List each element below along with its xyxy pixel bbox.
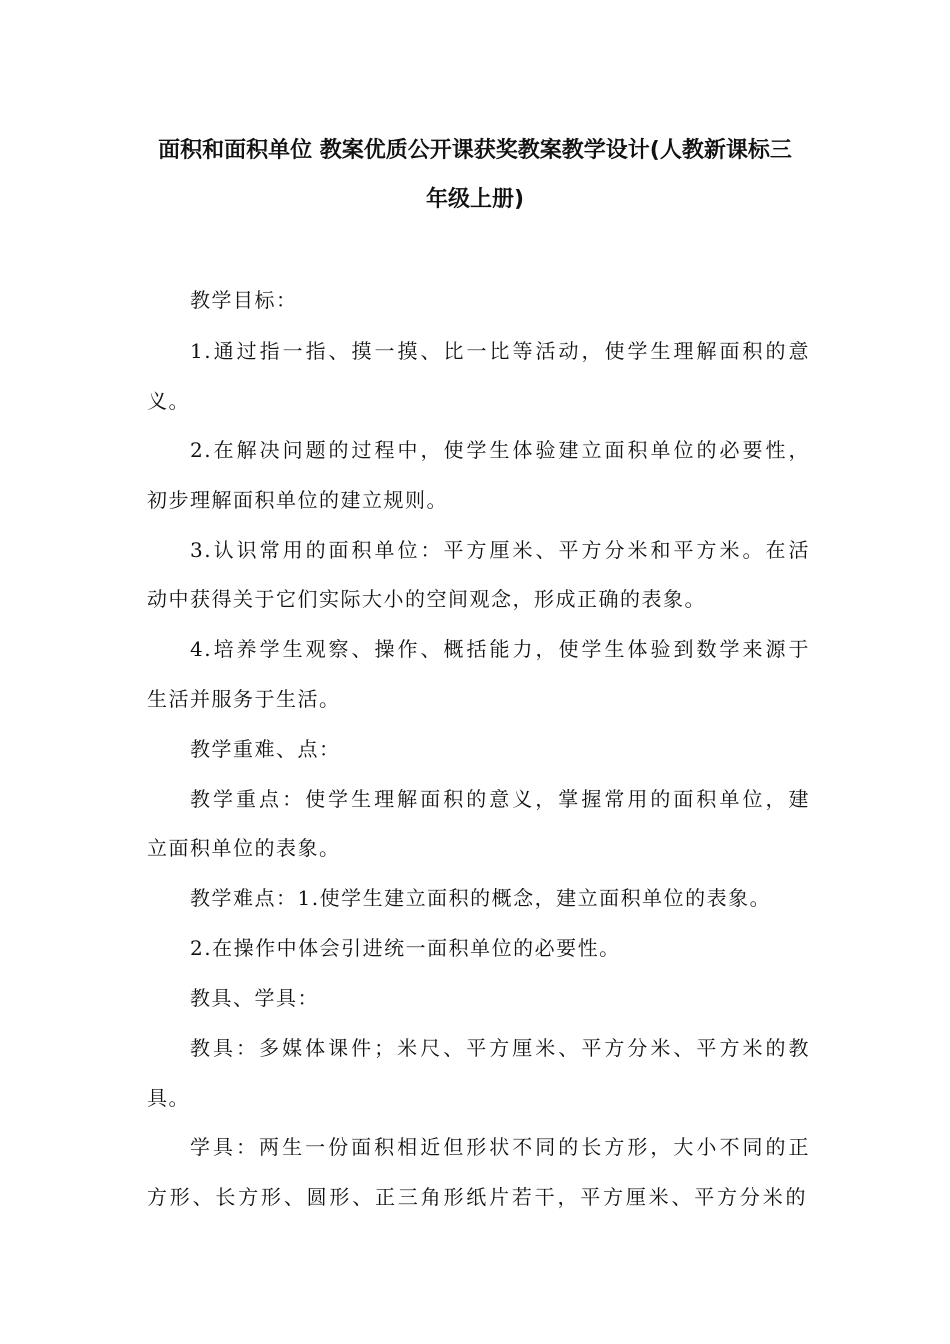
heading-teaching-aids: 教具、学具： (190, 986, 319, 1010)
teacher-aids-line-1: 教具：多媒体课件；米尺、平方厘米、平方分米、平方米的教 (190, 1036, 810, 1060)
heading-teaching-goals: 教学目标： (190, 288, 298, 312)
goal-3-line-1: 3.认识常用的面积单位：平方厘米、平方分米和平方米。在活 (190, 538, 810, 562)
goal-4-line-1: 4.培养学生观察、操作、概括能力，使学生体验到数学来源于 (190, 637, 810, 661)
difficulty-line-1: 教学难点：1.使学生建立面积的概念，建立面积单位的表象。 (190, 886, 772, 910)
student-aids-line-1: 学具：两生一份面积相近但形状不同的长方形，大小不同的正 (190, 1135, 810, 1159)
goal-2-line-2: 初步理解面积单位的建立规则。 (147, 488, 448, 512)
student-aids-line-2: 方形、长方形、圆形、正三角形纸片若干，平方厘米、平方分米的 (147, 1185, 807, 1209)
document-title-line-2: 年级上册) (425, 187, 525, 212)
goal-4-line-2: 生活并服务于生活。 (147, 687, 341, 711)
difficulty-line-2: 2.在操作中体会引进统一面积单位的必要性。 (190, 936, 621, 960)
goal-1-line-2: 义。 (147, 389, 190, 413)
goal-3-line-2: 动中获得关于它们实际大小的空间观念，形成正确的表象。 (147, 587, 706, 611)
document-title-line-1: 面积和面积单位 教案优质公开课获奖教案教学设计(人教新课标三 (158, 138, 792, 163)
key-point-line-2: 立面积单位的表象。 (147, 836, 341, 860)
key-point-line-1: 教学重点：使学生理解面积的意义，掌握常用的面积单位，建 (190, 787, 810, 811)
goal-2-line-1: 2.在解决问题的过程中，使学生体验建立面积单位的必要性， (190, 438, 810, 462)
goal-1-line-1: 1.通过指一指、摸一摸、比一比等活动，使学生理解面积的意 (190, 339, 810, 363)
teacher-aids-line-2: 具。 (147, 1086, 190, 1110)
heading-key-points: 教学重难、点： (190, 737, 341, 761)
